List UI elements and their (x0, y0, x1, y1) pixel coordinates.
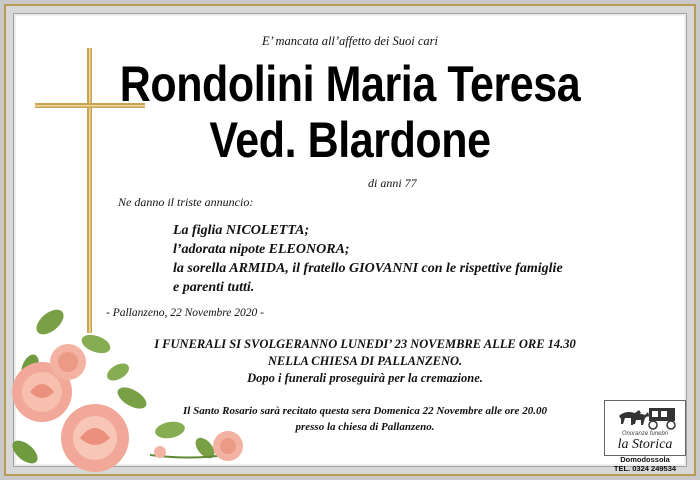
agency-subtitle: Onoranze funebri (621, 431, 669, 437)
deceased-name: Rondolini Maria Teresa (119, 56, 581, 112)
funeral-line: I FUNERALI SI SVOLGERANNO LUNEDI’ 23 NOVEMBRE ALLE ORE 14.30 (154, 337, 576, 351)
agency-city: Domodossola (620, 455, 670, 464)
family-line: la sorella ARMIDA, il fratello GIOVANNI con le rispettive famiglie (173, 261, 563, 276)
intro-text: E’ mancata all’affetto dei Suoi cari (261, 34, 438, 48)
family-line: La figlia NICOLETTA; (173, 223, 310, 238)
rosary-line: presso la chiesa di Pallanzeno. (295, 421, 435, 433)
announcement-label: Ne danno il triste annuncio: (118, 195, 254, 209)
rosary-line: Il Santo Rosario sarà recitato questa sera Domenica 22 Novembre alle ore 20.00 (183, 405, 547, 417)
family-list (173, 221, 563, 297)
place-date: - Pallanzeno, 22 Novembre 2020 - (106, 307, 264, 319)
family-line: l’adorata nipote ELEONORA; (173, 242, 350, 257)
rose-bouquet-icon (8, 305, 243, 472)
funeral-line: Dopo i funerali proseguirà per la cremazione. (247, 371, 483, 385)
deceased-married-name: Ved. Blardone (209, 112, 491, 168)
deceased-age: di anni 77 (368, 176, 417, 190)
funeral-line: NELLA CHIESA DI PALLANZENO. (267, 354, 463, 368)
rosary-info (130, 403, 600, 435)
agency-phone: TEL. 0324 249534 (613, 464, 677, 473)
agency-name: la Storica (617, 437, 673, 452)
agency-logo (604, 400, 686, 456)
family-line: e parenti tutti. (173, 280, 255, 295)
horse-drawn-hearse-icon (605, 402, 685, 432)
funeral-info (130, 336, 600, 387)
